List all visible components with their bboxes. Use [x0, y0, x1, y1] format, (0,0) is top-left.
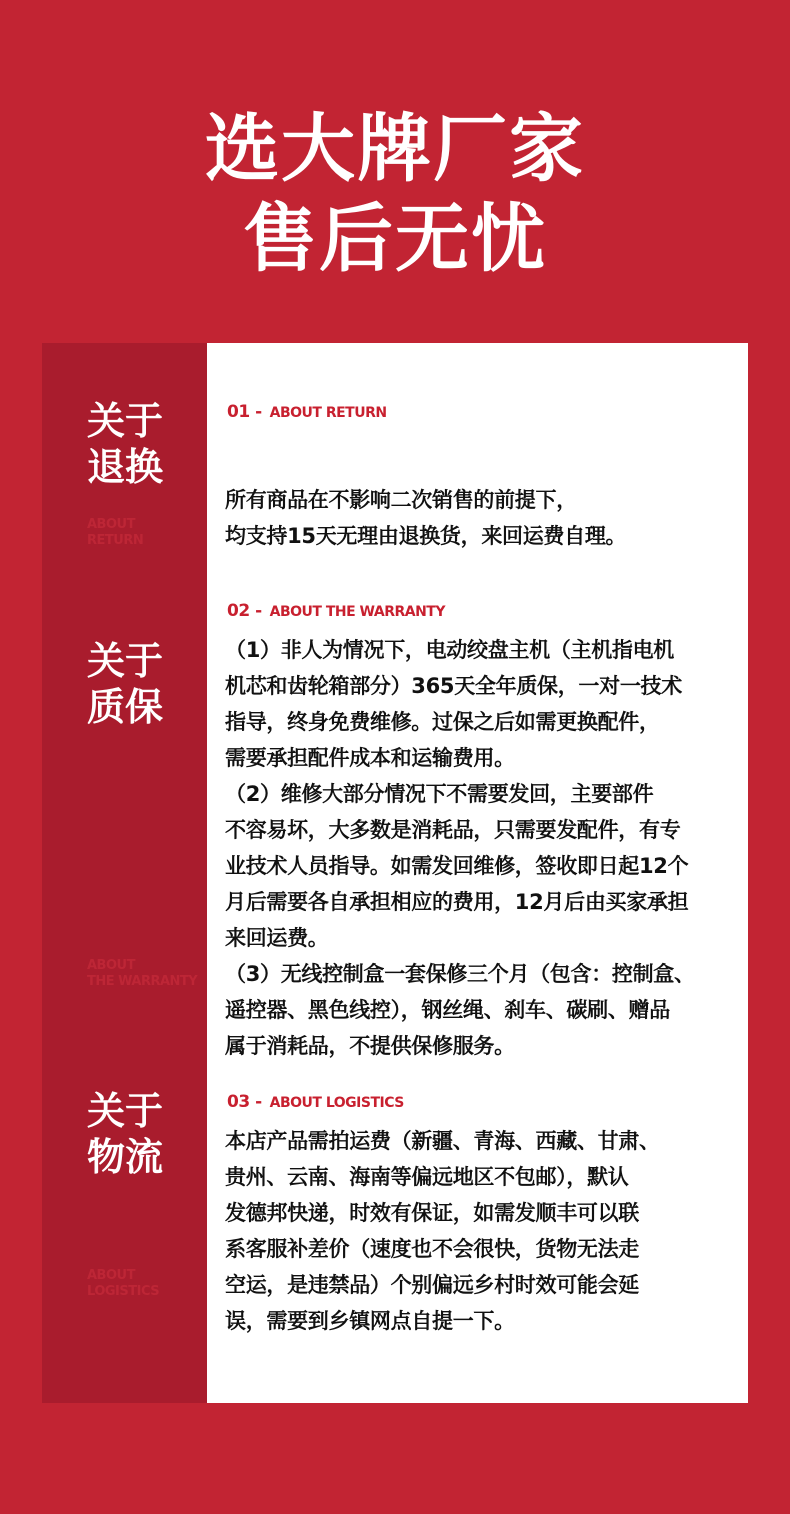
- body-line: 空运，是违禁品）个别偏远乡村时效可能会延: [225, 1273, 639, 1297]
- body-line: 月后需要各自承担相应的费用，12月后由买家承担: [225, 890, 689, 914]
- body-line: （1）非人为情况下，电动绞盘主机（主机指电机: [225, 638, 675, 662]
- ghost-line: ABOUT: [87, 1268, 135, 1283]
- section-title-logistics: [87, 1088, 163, 1180]
- body-line: 遥控器、黑色线控），钢丝绳、刹车、碳刷、赠品: [225, 998, 670, 1022]
- headline-line-1: 选大牌厂家: [205, 106, 585, 192]
- ghost-label-logistics: [87, 1268, 159, 1300]
- title-line: 退换: [87, 445, 164, 489]
- section-label-text: ABOUT LOGISTICS: [269, 1095, 404, 1111]
- body-line: 误，需要到乡镇网点自提一下。: [225, 1309, 515, 1333]
- section-body-logistics: [225, 1123, 745, 1339]
- title-line: 关于: [87, 399, 164, 443]
- body-line: 本店产品需拍运费（新疆、青海、西藏、甘肃、: [225, 1129, 660, 1153]
- section-label-return: [227, 402, 387, 422]
- title-line: 关于: [87, 639, 164, 683]
- body-line: 属于消耗品，不提供保修服务。: [225, 1034, 515, 1058]
- ghost-label-warranty: [87, 958, 197, 990]
- body-line: 来回运费。: [225, 926, 329, 950]
- body-line: 不容易坏，大多数是消耗品，只需要发配件，有专: [225, 818, 681, 842]
- title-line: 质保: [87, 685, 164, 729]
- ghost-line: THE WARRANTY: [87, 974, 198, 989]
- ghost-line: ABOUT: [87, 517, 135, 532]
- body-line: （3）无线控制盒一套保修三个月（包含：控制盒、: [225, 962, 695, 986]
- section-title-warranty: [87, 638, 163, 730]
- section-number: 01 -: [227, 402, 262, 422]
- body-line: （2）维修大部分情况下不需要发回，主要部件: [225, 782, 654, 806]
- section-number: 03 -: [227, 1092, 262, 1112]
- section-label-text: ABOUT RETURN: [269, 405, 387, 421]
- section-label-text: ABOUT THE WARRANTY: [269, 604, 445, 620]
- body-line: 所有商品在不影响二次销售的前提下，: [225, 488, 577, 512]
- ghost-line: RETURN: [87, 533, 144, 548]
- body-line: 发德邦快递，时效有保证，如需发顺丰可以联: [225, 1201, 639, 1225]
- section-body-return: [225, 482, 745, 554]
- body-line: 系客服补差价（速度也不会很快，货物无法走: [225, 1237, 639, 1261]
- ghost-label-return: [87, 517, 143, 549]
- title-line: 物流: [87, 1135, 164, 1179]
- ghost-line: LOGISTICS: [87, 1284, 160, 1299]
- body-line: 均支持15天无理由退换货，来回运费自理。: [225, 524, 627, 548]
- section-label-warranty: [227, 601, 445, 621]
- body-line: 业技术人员指导。如需发回维修，签收即日起12个: [225, 854, 689, 878]
- body-line: 指导，终身免费维修。过保之后如需更换配件，: [225, 710, 660, 734]
- headline-line-2: 售后无忧: [243, 196, 547, 282]
- ghost-line: ABOUT: [87, 958, 135, 973]
- section-number: 02 -: [227, 601, 262, 621]
- body-line: 需要承担配件成本和运输费用。: [225, 746, 515, 770]
- body-line: 贵州、云南、海南等偏远地区不包邮），默认: [225, 1165, 629, 1189]
- section-title-return: [87, 398, 163, 490]
- body-line: 机芯和齿轮箱部分）365天全年质保，一对一技术: [225, 674, 682, 698]
- section-label-logistics: [227, 1092, 404, 1112]
- section-body-warranty: [225, 632, 745, 1064]
- title-line: 关于: [87, 1089, 164, 1133]
- sidebar: [42, 343, 207, 1403]
